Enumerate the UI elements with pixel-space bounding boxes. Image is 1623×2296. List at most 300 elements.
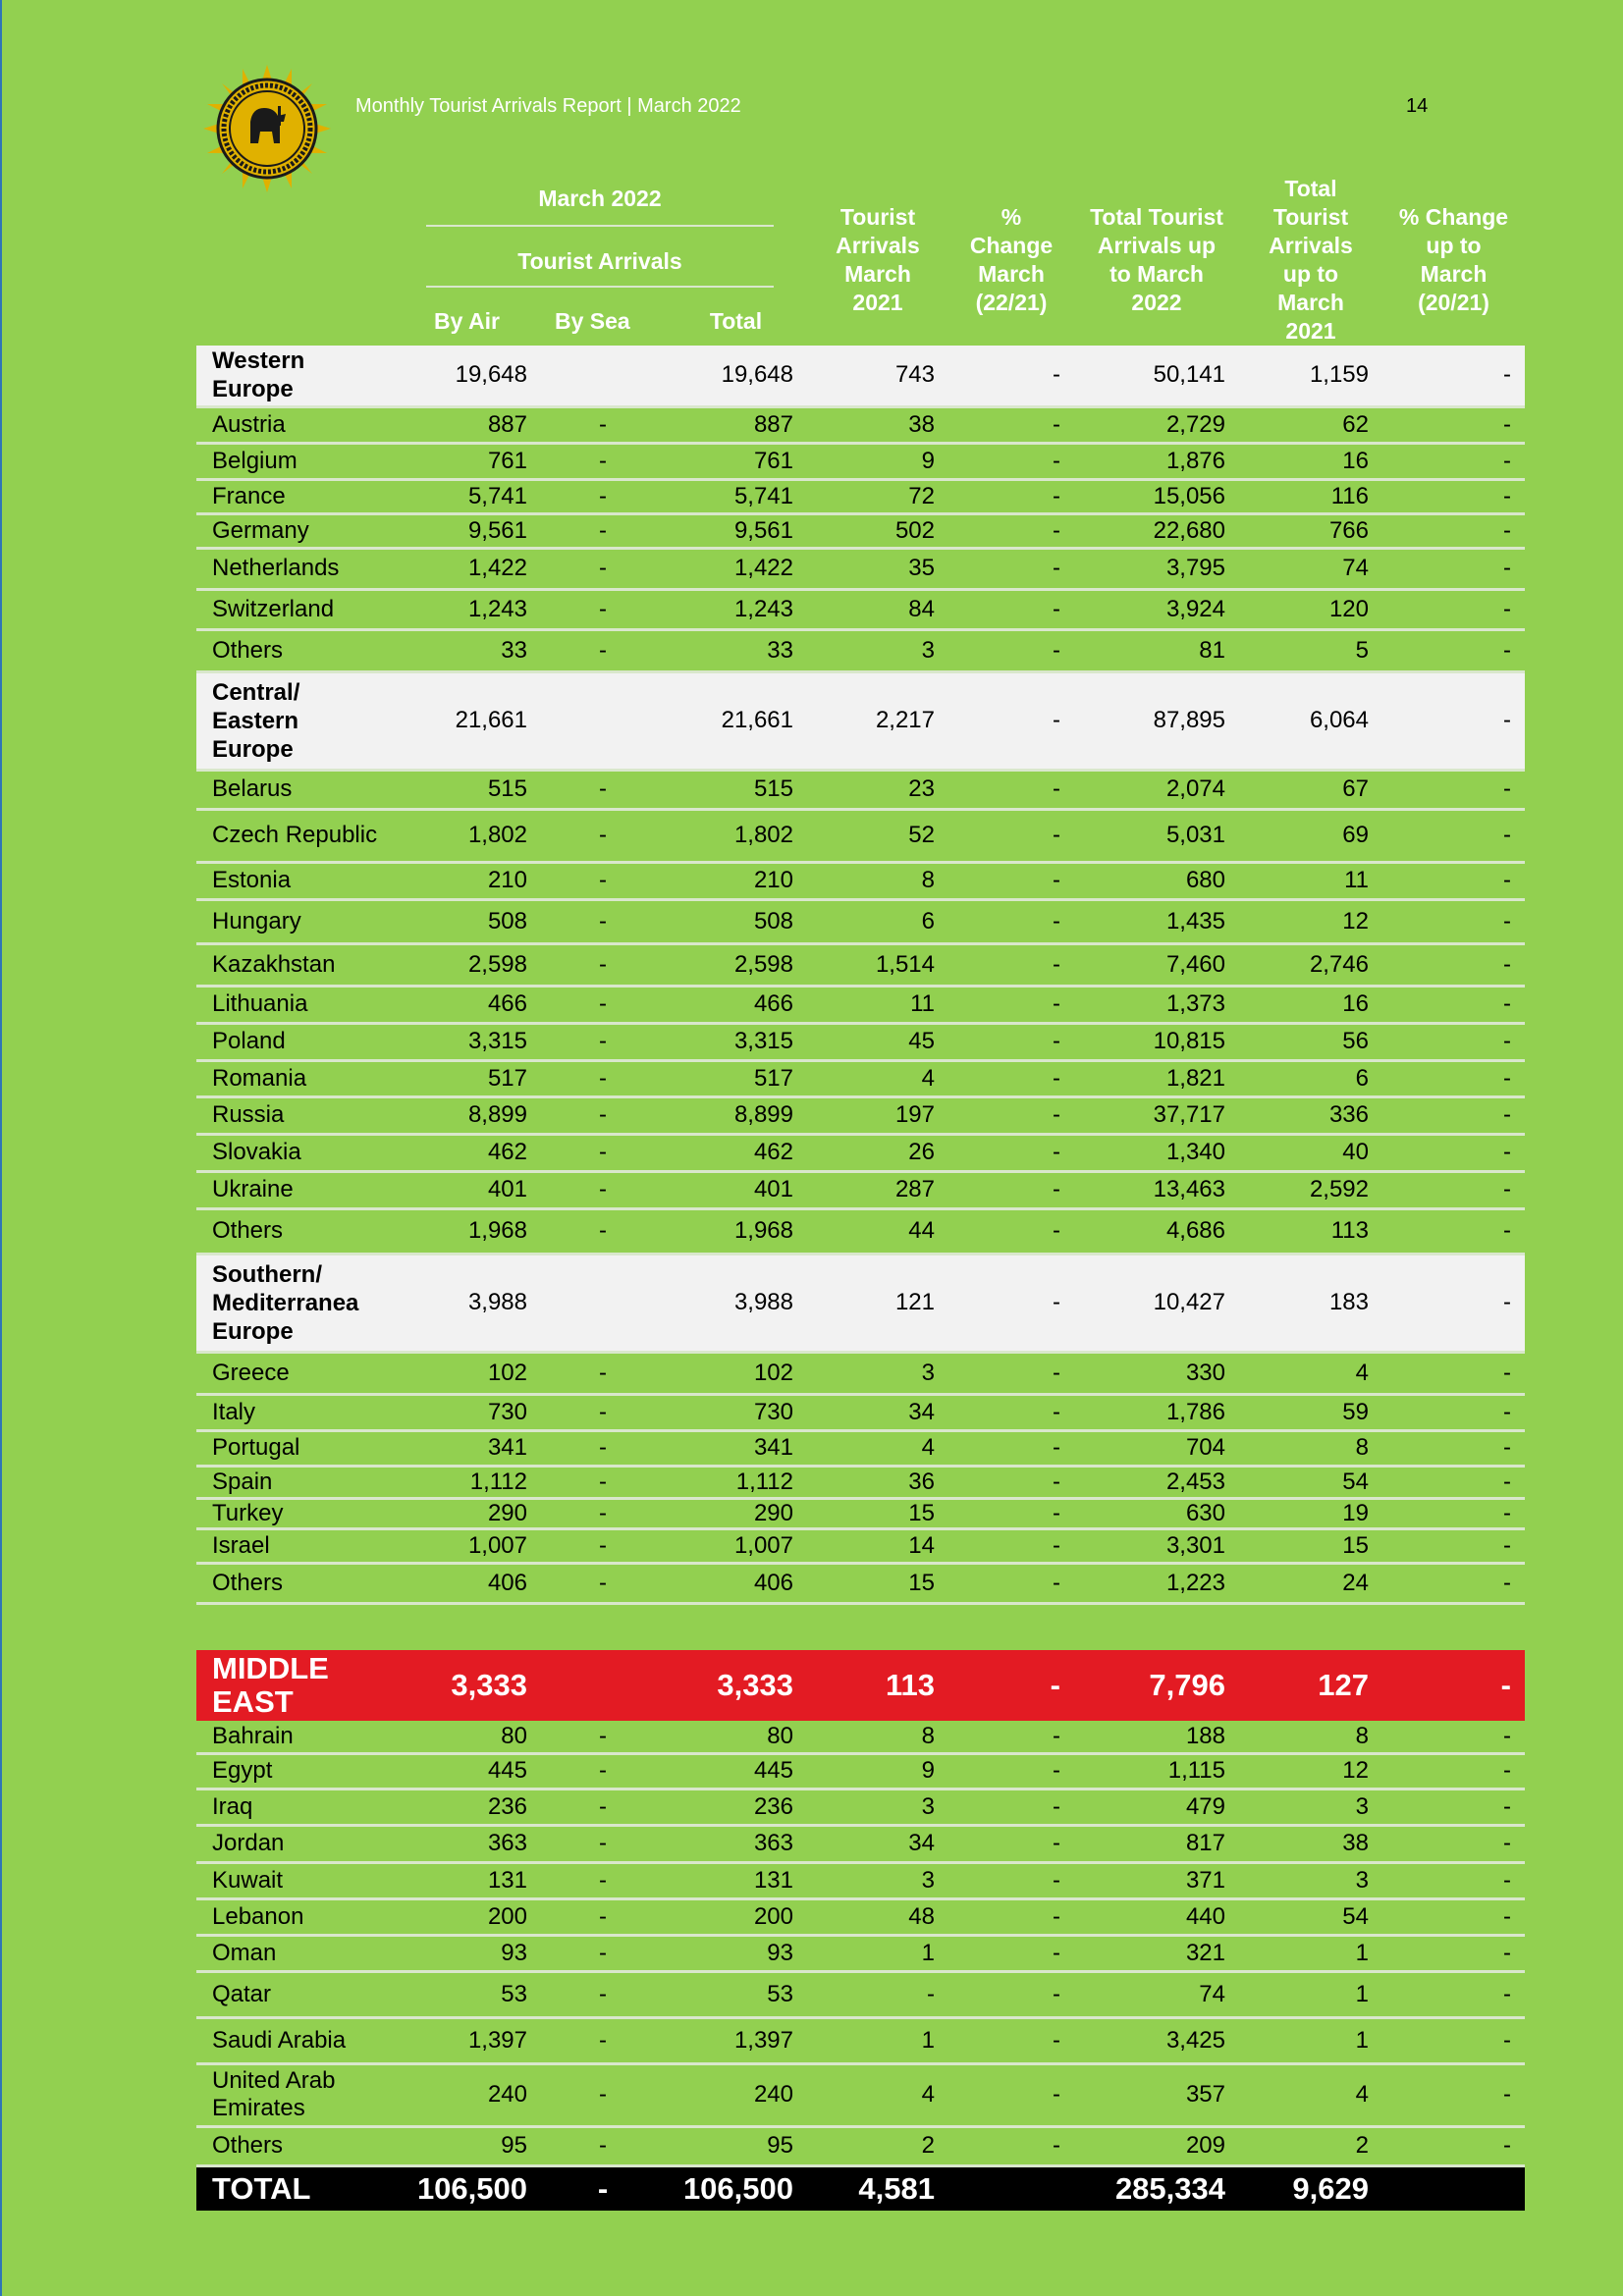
cell-total: 462 — [665, 1134, 807, 1171]
cell-arrivals-2021: 14 — [807, 1528, 948, 1563]
cell-pct-cum: - — [1382, 2063, 1525, 2126]
cell-pct-change: - — [948, 346, 1074, 406]
page-number: 14 — [1406, 95, 1429, 117]
cell-pct-cum: - — [1382, 1394, 1525, 1430]
row-label: Saudi Arabia — [196, 2017, 393, 2063]
table-row — [196, 1023, 1525, 1060]
cell-pct-cum: - — [1382, 943, 1525, 986]
cell-pct-change: - — [948, 1430, 1074, 1466]
row-label: United Arab Emirates — [196, 2063, 393, 2126]
cell-by-air: 3,333 — [393, 1650, 541, 1721]
cell-by-air: 290 — [393, 1498, 541, 1528]
cell-total: 406 — [665, 1563, 807, 1603]
cell-cum-2021: 16 — [1239, 443, 1382, 479]
cell-pct-cum: - — [1382, 346, 1525, 406]
table-row — [196, 2063, 1525, 2126]
table-row — [196, 1352, 1525, 1394]
cell-cum-2022: 50,141 — [1074, 346, 1239, 406]
cell-total: 1,243 — [665, 589, 807, 629]
cell-cum-2021: 113 — [1239, 1208, 1382, 1254]
cell-cum-2021: 6 — [1239, 1060, 1382, 1096]
table-row — [196, 1528, 1525, 1563]
cell-by-sea: - — [541, 1898, 665, 1935]
cell-pct-change: - — [948, 770, 1074, 809]
cell-arrivals-2021: - — [807, 1971, 948, 2017]
row-label: Slovakia — [196, 1134, 393, 1171]
table-row — [196, 1862, 1525, 1898]
table-row — [196, 1971, 1525, 2017]
cell-total: 341 — [665, 1430, 807, 1466]
cell-cum-2021: 12 — [1239, 1753, 1382, 1789]
cell-pct-cum: - — [1382, 1023, 1525, 1060]
cell-arrivals-2021: 8 — [807, 862, 948, 899]
cell-total: 3,315 — [665, 1023, 807, 1060]
cell-cum-2021: 24 — [1239, 1563, 1382, 1603]
cell-pct-change: - — [948, 1023, 1074, 1060]
total-row — [196, 2165, 1525, 2211]
row-label: Bahrain — [196, 1721, 393, 1753]
cell-pct-cum: - — [1382, 2126, 1525, 2165]
cell-total: 9,561 — [665, 513, 807, 548]
row-label: Oman — [196, 1935, 393, 1971]
cell-by-sea: - — [541, 1352, 665, 1394]
cell-cum-2022: 479 — [1074, 1789, 1239, 1825]
cell-cum-2021: 3 — [1239, 1789, 1382, 1825]
table-row — [196, 943, 1525, 986]
cell-by-air: 515 — [393, 770, 541, 809]
cell-pct-change: - — [948, 2126, 1074, 2165]
row-label: TOTAL — [196, 2165, 393, 2211]
cell-cum-2021: 1 — [1239, 2017, 1382, 2063]
table-row — [196, 1825, 1525, 1862]
cell-arrivals-2021: 113 — [807, 1650, 948, 1721]
cell-arrivals-2021: 38 — [807, 406, 948, 443]
cell-total: 93 — [665, 1935, 807, 1971]
row-label: Netherlands — [196, 548, 393, 589]
cell-cum-2021: 8 — [1239, 1721, 1382, 1753]
cell-pct-change: - — [948, 513, 1074, 548]
cell-pct-cum: - — [1382, 1466, 1525, 1498]
table-row — [196, 1563, 1525, 1603]
cell-arrivals-2021: 3 — [807, 1352, 948, 1394]
cell-by-air: 5,741 — [393, 479, 541, 513]
cell-pct-change: - — [948, 1498, 1074, 1528]
cell-pct-change: - — [948, 1563, 1074, 1603]
cell-by-sea: - — [541, 1721, 665, 1753]
cell-cum-2021: 4 — [1239, 1352, 1382, 1394]
cell-by-sea: - — [541, 809, 665, 862]
row-label: Belgium — [196, 443, 393, 479]
cell-arrivals-2021: 35 — [807, 548, 948, 589]
cell-cum-2021: 2,592 — [1239, 1171, 1382, 1208]
table-row — [196, 1171, 1525, 1208]
cell-cum-2021: 183 — [1239, 1254, 1382, 1352]
cell-total: 1,968 — [665, 1208, 807, 1254]
cell-arrivals-2021: 9 — [807, 1753, 948, 1789]
cell-by-air: 21,661 — [393, 671, 541, 770]
table-row — [196, 1466, 1525, 1498]
row-label: Lebanon — [196, 1898, 393, 1935]
cell-cum-2021: 766 — [1239, 513, 1382, 548]
cell-cum-2022: 7,796 — [1074, 1650, 1239, 1721]
cell-cum-2022: 1,435 — [1074, 899, 1239, 943]
cell-by-sea — [541, 1254, 665, 1352]
cell-cum-2021: 15 — [1239, 1528, 1382, 1563]
cell-cum-2022: 5,031 — [1074, 809, 1239, 862]
cell-arrivals-2021: 11 — [807, 986, 948, 1023]
cell-cum-2022: 15,056 — [1074, 479, 1239, 513]
cell-by-air: 517 — [393, 1060, 541, 1096]
cell-by-air: 240 — [393, 2063, 541, 2126]
cell-by-air: 1,397 — [393, 2017, 541, 2063]
cell-pct-change: - — [948, 1650, 1074, 1721]
header-arrivals-2021: Tourist Arrivals March 2021 — [836, 204, 920, 315]
cell-cum-2021: 4 — [1239, 2063, 1382, 2126]
cell-pct-cum: - — [1382, 548, 1525, 589]
cell-by-sea: - — [541, 1971, 665, 2017]
cell-by-air: 93 — [393, 1935, 541, 1971]
cell-by-air: 508 — [393, 899, 541, 943]
cell-by-sea: - — [541, 1862, 665, 1898]
cell-pct-cum: - — [1382, 1935, 1525, 1971]
cell-pct-cum: - — [1382, 1498, 1525, 1528]
cell-pct-cum: - — [1382, 1721, 1525, 1753]
cell-cum-2022: 704 — [1074, 1430, 1239, 1466]
cell-total: 5,741 — [665, 479, 807, 513]
cell-by-air: 1,243 — [393, 589, 541, 629]
cell-cum-2022: 330 — [1074, 1352, 1239, 1394]
cell-by-air: 8,899 — [393, 1096, 541, 1134]
cell-cum-2021: 74 — [1239, 548, 1382, 589]
cell-cum-2022: 37,717 — [1074, 1096, 1239, 1134]
cell-total: 3,988 — [665, 1254, 807, 1352]
cell-pct-change: - — [948, 548, 1074, 589]
cell-arrivals-2021: 743 — [807, 346, 948, 406]
cell-by-sea: - — [541, 1060, 665, 1096]
cell-pct-change: - — [948, 1753, 1074, 1789]
cell-by-sea: - — [541, 443, 665, 479]
cell-arrivals-2021: 84 — [807, 589, 948, 629]
page-edge-line — [0, 0, 2, 2296]
row-label: Southern/ Mediterranea Europe — [196, 1254, 393, 1352]
row-label: Greece — [196, 1352, 393, 1394]
cell-pct-change: - — [948, 809, 1074, 862]
row-label: Italy — [196, 1394, 393, 1430]
cell-total: 3,333 — [665, 1650, 807, 1721]
cell-by-sea: - — [541, 1935, 665, 1971]
cell-pct-cum: - — [1382, 1753, 1525, 1789]
cell-by-air: 1,802 — [393, 809, 541, 862]
table-row — [196, 899, 1525, 943]
cell-by-air: 80 — [393, 1721, 541, 1753]
cell-arrivals-2021: 9 — [807, 443, 948, 479]
cell-by-air: 9,561 — [393, 513, 541, 548]
row-label: Others — [196, 629, 393, 671]
cell-arrivals-2021: 52 — [807, 809, 948, 862]
cell-cum-2022: 81 — [1074, 629, 1239, 671]
cell-cum-2021: 2 — [1239, 2126, 1382, 2165]
cell-arrivals-2021: 4,581 — [807, 2165, 948, 2211]
cell-pct-cum: - — [1382, 629, 1525, 671]
cell-arrivals-2021: 34 — [807, 1394, 948, 1430]
cell-pct-change: - — [948, 1208, 1074, 1254]
cell-pct-cum: - — [1382, 671, 1525, 770]
cell-cum-2021: 120 — [1239, 589, 1382, 629]
cell-total: 19,648 — [665, 346, 807, 406]
cell-arrivals-2021: 287 — [807, 1171, 948, 1208]
row-label: Western Europe — [196, 346, 393, 406]
cell-pct-cum: - — [1382, 862, 1525, 899]
cell-arrivals-2021: 1,514 — [807, 943, 948, 986]
cell-by-sea: - — [541, 1825, 665, 1862]
table-row — [196, 548, 1525, 589]
cell-by-air: 95 — [393, 2126, 541, 2165]
cell-cum-2022: 4,686 — [1074, 1208, 1239, 1254]
table-row — [196, 770, 1525, 809]
region-row-middle-east — [196, 1650, 1525, 1721]
cell-cum-2022: 285,334 — [1074, 2165, 1239, 2211]
cell-by-sea: - — [541, 1528, 665, 1563]
cell-cum-2022: 1,821 — [1074, 1060, 1239, 1096]
cell-cum-2022: 1,786 — [1074, 1394, 1239, 1430]
cell-by-sea: - — [541, 629, 665, 671]
cell-by-sea: - — [541, 1466, 665, 1498]
cell-pct-change: - — [948, 443, 1074, 479]
cell-cum-2022: 817 — [1074, 1825, 1239, 1862]
cell-by-sea: - — [541, 1208, 665, 1254]
cell-by-sea: - — [541, 2126, 665, 2165]
cell-by-sea: - — [541, 1394, 665, 1430]
table-row — [196, 1935, 1525, 1971]
cell-cum-2021: 1 — [1239, 1971, 1382, 2017]
header-by-air: By Air — [434, 308, 500, 335]
row-label: Others — [196, 1208, 393, 1254]
table-row — [196, 513, 1525, 548]
cell-pct-change — [948, 2165, 1074, 2211]
cell-total: 236 — [665, 1789, 807, 1825]
row-label: Jordan — [196, 1825, 393, 1862]
header-tourist-arrivals: Tourist Arrivals — [393, 238, 807, 297]
cell-total: 517 — [665, 1060, 807, 1096]
cell-cum-2022: 630 — [1074, 1498, 1239, 1528]
region-row — [196, 346, 1525, 406]
table-row — [196, 1721, 1525, 1753]
cell-cum-2021: 6,064 — [1239, 671, 1382, 770]
header-total: Total — [709, 308, 763, 335]
cell-by-air: 1,112 — [393, 1466, 541, 1498]
cell-total: 761 — [665, 443, 807, 479]
cell-total: 106,500 — [665, 2165, 807, 2211]
cell-cum-2021: 9,629 — [1239, 2165, 1382, 2211]
cell-cum-2022: 87,895 — [1074, 671, 1239, 770]
cell-cum-2021: 11 — [1239, 862, 1382, 899]
cell-pct-change: - — [948, 1394, 1074, 1430]
cell-arrivals-2021: 15 — [807, 1563, 948, 1603]
cell-pct-cum — [1382, 2165, 1525, 2211]
cell-pct-cum: - — [1382, 513, 1525, 548]
row-label: Qatar — [196, 1971, 393, 2017]
cell-by-air: 462 — [393, 1134, 541, 1171]
cell-arrivals-2021: 502 — [807, 513, 948, 548]
region-row — [196, 1254, 1525, 1352]
cell-by-sea — [541, 671, 665, 770]
cell-pct-change: - — [948, 1862, 1074, 1898]
cell-cum-2021: 56 — [1239, 1023, 1382, 1060]
cell-cum-2022: 13,463 — [1074, 1171, 1239, 1208]
cell-arrivals-2021: 15 — [807, 1498, 948, 1528]
row-label: Austria — [196, 406, 393, 443]
cell-by-sea: - — [541, 1753, 665, 1789]
cell-cum-2022: 2,729 — [1074, 406, 1239, 443]
cell-cum-2022: 357 — [1074, 2063, 1239, 2126]
row-label: Israel — [196, 1528, 393, 1563]
cell-total: 1,802 — [665, 809, 807, 862]
cell-by-air: 53 — [393, 1971, 541, 2017]
table-row — [196, 809, 1525, 862]
cell-cum-2022: 209 — [1074, 2126, 1239, 2165]
cell-cum-2021: 1,159 — [1239, 346, 1382, 406]
table-row — [196, 2017, 1525, 2063]
cell-cum-2021: 8 — [1239, 1430, 1382, 1466]
cell-cum-2022: 22,680 — [1074, 513, 1239, 548]
table-row — [196, 406, 1525, 443]
row-label: Romania — [196, 1060, 393, 1096]
cell-total: 730 — [665, 1394, 807, 1430]
table-row — [196, 862, 1525, 899]
cell-by-sea: - — [541, 1789, 665, 1825]
cell-cum-2022: 188 — [1074, 1721, 1239, 1753]
cell-total: 95 — [665, 2126, 807, 2165]
table-row — [196, 1096, 1525, 1134]
cell-by-air: 3,988 — [393, 1254, 541, 1352]
cell-pct-change: - — [948, 1466, 1074, 1498]
cell-total: 2,598 — [665, 943, 807, 986]
cell-by-sea: - — [541, 899, 665, 943]
header-pct-change: % Change March (22/21) — [969, 204, 1054, 315]
cell-total: 131 — [665, 1862, 807, 1898]
cell-cum-2022: 1,223 — [1074, 1563, 1239, 1603]
cell-total: 240 — [665, 2063, 807, 2126]
cell-total: 21,661 — [665, 671, 807, 770]
cell-cum-2021: 1 — [1239, 1935, 1382, 1971]
cell-by-sea: - — [541, 1498, 665, 1528]
cell-by-air: 730 — [393, 1394, 541, 1430]
cell-arrivals-2021: 121 — [807, 1254, 948, 1352]
cell-cum-2021: 3 — [1239, 1862, 1382, 1898]
cell-pct-change: - — [948, 1096, 1074, 1134]
cell-cum-2021: 40 — [1239, 1134, 1382, 1171]
cell-arrivals-2021: 3 — [807, 1862, 948, 1898]
cell-cum-2022: 2,453 — [1074, 1466, 1239, 1498]
cell-pct-change: - — [948, 1971, 1074, 2017]
cell-pct-cum: - — [1382, 589, 1525, 629]
cell-pct-cum: - — [1382, 770, 1525, 809]
cell-total: 1,397 — [665, 2017, 807, 2063]
cell-by-air: 363 — [393, 1825, 541, 1862]
table-row — [196, 443, 1525, 479]
cell-by-sea: - — [541, 1563, 665, 1603]
cell-pct-cum: - — [1382, 899, 1525, 943]
row-label: Turkey — [196, 1498, 393, 1528]
header-cum-2022: Total Tourist Arrivals up to March 2022 — [1090, 204, 1223, 315]
cell-cum-2022: 74 — [1074, 1971, 1239, 2017]
cell-arrivals-2021: 34 — [807, 1825, 948, 1862]
table-row — [196, 1753, 1525, 1789]
cell-total: 33 — [665, 629, 807, 671]
cell-pct-cum: - — [1382, 1096, 1525, 1134]
cell-arrivals-2021: 4 — [807, 2063, 948, 2126]
cell-by-sea: - — [541, 2165, 665, 2211]
cell-pct-change: - — [948, 1789, 1074, 1825]
cell-arrivals-2021: 36 — [807, 1466, 948, 1498]
table-row — [196, 2126, 1525, 2165]
table-row — [196, 479, 1525, 513]
cell-total: 515 — [665, 770, 807, 809]
cell-pct-cum: - — [1382, 1254, 1525, 1352]
cell-by-air: 445 — [393, 1753, 541, 1789]
cell-by-sea: - — [541, 548, 665, 589]
row-label: Czech Republic — [196, 809, 393, 862]
cell-cum-2021: 19 — [1239, 1498, 1382, 1528]
row-label: MIDDLE EAST — [196, 1650, 393, 1721]
cell-pct-change: - — [948, 406, 1074, 443]
header-blank — [196, 175, 393, 238]
cell-by-sea: - — [541, 862, 665, 899]
cell-cum-2021: 127 — [1239, 1650, 1382, 1721]
cell-by-sea: - — [541, 1096, 665, 1134]
row-label: Estonia — [196, 862, 393, 899]
cell-arrivals-2021: 6 — [807, 899, 948, 943]
table-row — [196, 1430, 1525, 1466]
cell-cum-2021: 2,746 — [1239, 943, 1382, 986]
cell-cum-2022: 440 — [1074, 1898, 1239, 1935]
cell-pct-change: - — [948, 479, 1074, 513]
cell-arrivals-2021: 3 — [807, 629, 948, 671]
header-by-sea: By Sea — [555, 308, 630, 335]
cell-pct-change: - — [948, 986, 1074, 1023]
table-row — [196, 1134, 1525, 1171]
cell-by-sea: - — [541, 770, 665, 809]
cell-total: 401 — [665, 1171, 807, 1208]
cell-arrivals-2021: 4 — [807, 1060, 948, 1096]
cell-arrivals-2021: 23 — [807, 770, 948, 809]
table-row — [196, 1394, 1525, 1430]
row-label: Others — [196, 1563, 393, 1603]
cell-by-sea: - — [541, 1171, 665, 1208]
cell-pct-cum: - — [1382, 1171, 1525, 1208]
cell-cum-2022: 1,373 — [1074, 986, 1239, 1023]
cell-total: 102 — [665, 1352, 807, 1394]
cell-by-air: 761 — [393, 443, 541, 479]
cell-by-sea: - — [541, 986, 665, 1023]
cell-pct-cum: - — [1382, 1208, 1525, 1254]
row-label: Central/ Eastern Europe — [196, 671, 393, 770]
cell-by-air: 236 — [393, 1789, 541, 1825]
table-row — [196, 1498, 1525, 1528]
cell-pct-cum: - — [1382, 1528, 1525, 1563]
table-row — [196, 1789, 1525, 1825]
cell-arrivals-2021: 8 — [807, 1721, 948, 1753]
cell-total: 363 — [665, 1825, 807, 1862]
cell-pct-cum: - — [1382, 1134, 1525, 1171]
cell-by-sea: - — [541, 479, 665, 513]
cell-cum-2022: 10,815 — [1074, 1023, 1239, 1060]
table-row — [196, 1208, 1525, 1254]
row-label: Belarus — [196, 770, 393, 809]
cell-by-air: 1,007 — [393, 1528, 541, 1563]
cell-by-air: 210 — [393, 862, 541, 899]
cell-by-air: 401 — [393, 1171, 541, 1208]
